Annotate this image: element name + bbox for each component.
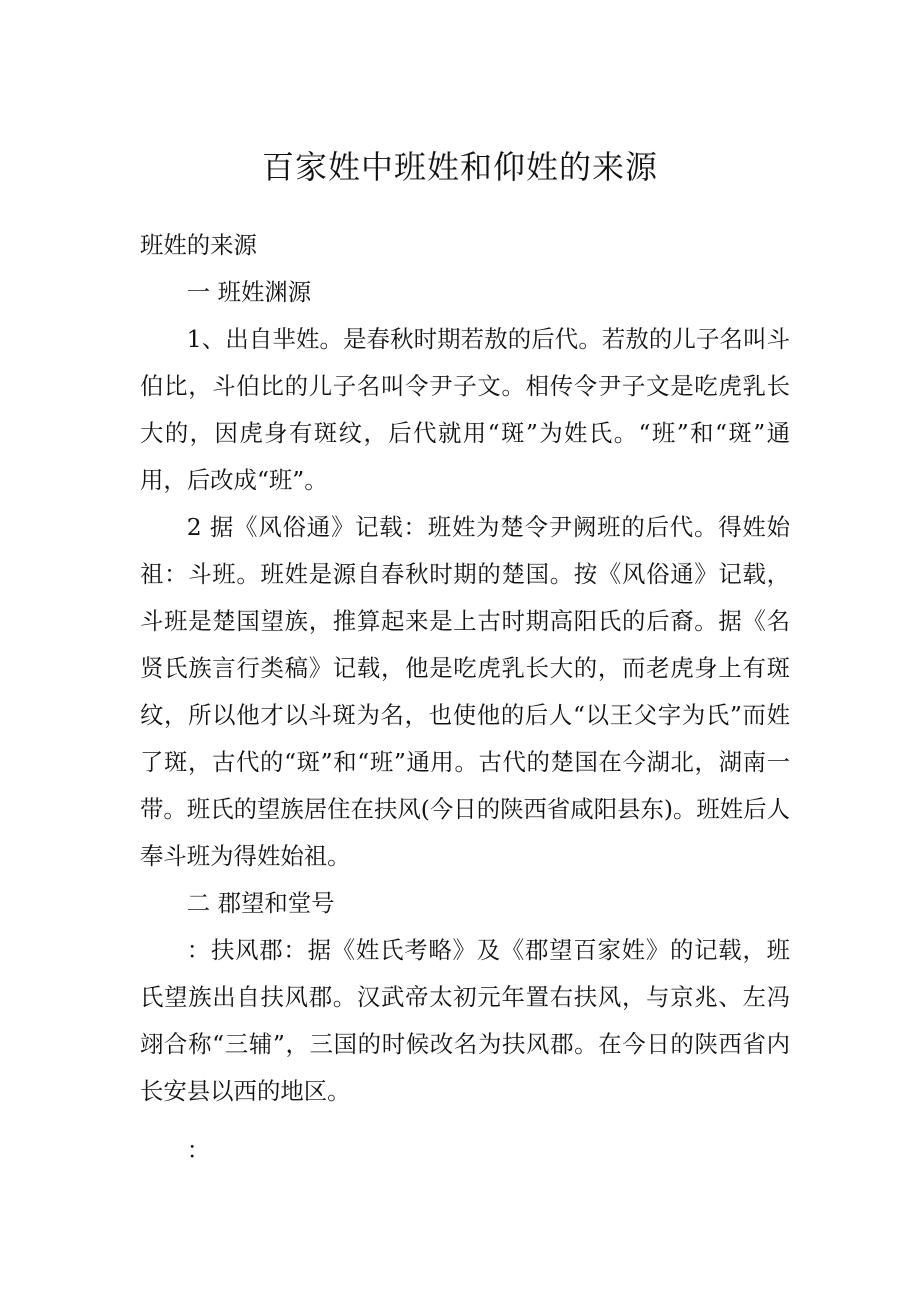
section-heading-origin: 一 班姓渊源 [186, 278, 312, 306]
paragraph-2: 2 据《风俗通》记载：班姓为楚令尹阙班的后代。得姓始祖：斗班。班姓是源自春秋时期的楚国。按《风俗通》记载，斗班是楚国望族，推算起来是上古时期高阳氏的后裔。据《名贤氏族言行类稿》记载，他是吃虎乳长大的，而老虎身上有斑纹，所以他才以斗斑为名，也使他的后人“以王父字为氏”而姓了斑，古代的“斑”和“班”通用。古代的楚国在今湖北，湖南一带。班氏的望族居住在扶风(今日的陕西省咸阳县东)。班姓后人奉斗班为得姓始祖。 [140, 513, 790, 870]
paragraph-4: ： [186, 1136, 211, 1164]
paragraph-3: ：扶风郡：据《姓氏考略》及《郡望百家姓》的记载，班氏望族出自扶风郡。汉武帝太初元年置右扶风，与京兆、左冯翊合称“三辅”，三国的时候改名为扶风郡。在今日的陕西省内长安县以西的地区。 [140, 936, 790, 1105]
document-body [140, 222, 790, 1174]
paragraph-1: 1、出自芈姓。是春秋时期若敖的后代。若敖的儿子名叫斗伯比，斗伯比的儿子名叫令尹子文。相传令尹子文是吃虎乳长大的，因虎身有斑纹，后代就用“斑”为姓氏。“班”和“斑”通用，后改成“班”。 [140, 325, 790, 494]
document-title: 百家姓中班姓和仰姓的来源 [261, 148, 658, 186]
section-heading-commandery: 二 郡望和堂号 [186, 889, 335, 917]
subtitle: 班姓的来源 [140, 231, 257, 259]
